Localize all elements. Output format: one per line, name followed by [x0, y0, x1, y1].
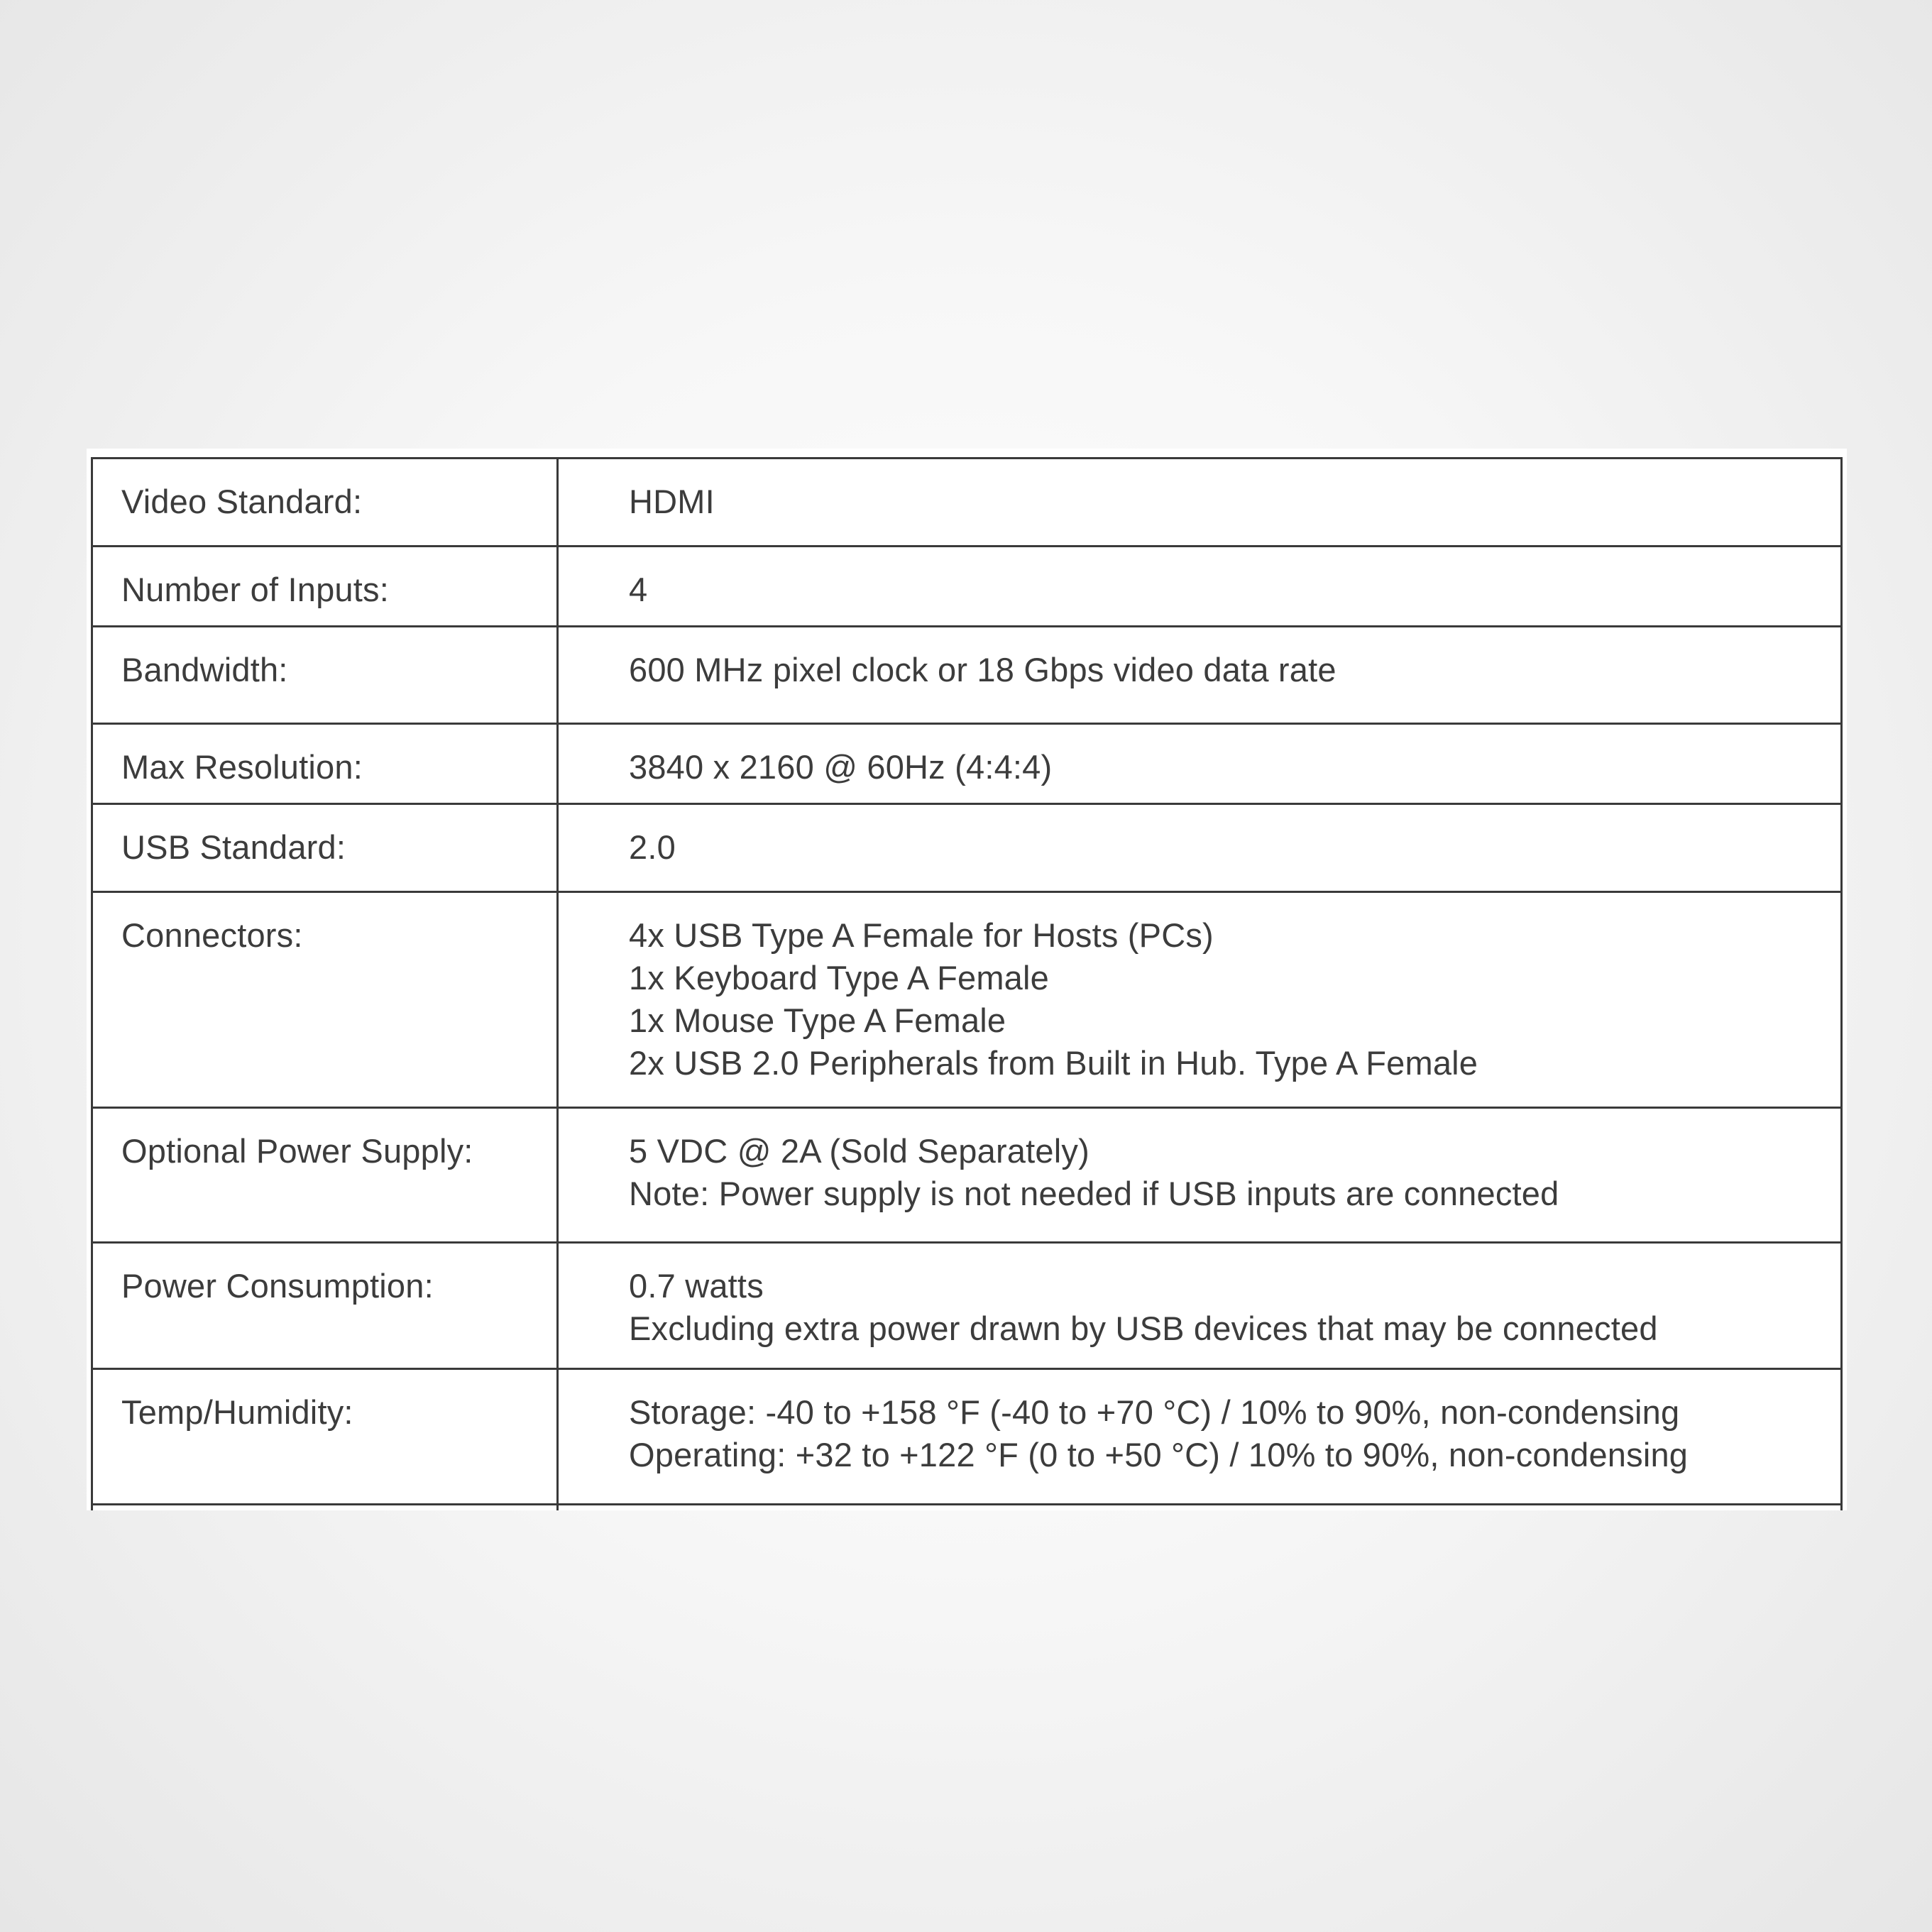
spec-value-line: 0.7 watts [629, 1267, 764, 1305]
spec-label: Bandwidth: [92, 627, 558, 724]
spec-value-line: 1x Mouse Type A Female [629, 1001, 1006, 1039]
spec-value-line: Excluding extra power drawn by USB devices that may be connected [629, 1310, 1658, 1347]
spec-row-number-of-inputs [92, 547, 1842, 627]
spec-label: Temp/Humidity: [92, 1369, 558, 1505]
spec-value [558, 1108, 1842, 1243]
spec-row-bandwidth [92, 627, 1842, 724]
spec-value [558, 1369, 1842, 1505]
spec-value-line: 4x USB Type A Female for Hosts (PCs) [629, 916, 1214, 954]
spec-value-line: Note: Power supply is not needed if USB inputs are connected [629, 1175, 1559, 1212]
spec-value [558, 1243, 1842, 1369]
spec-row-max-resolution [92, 724, 1842, 804]
spec-row-optional-power-supply [92, 1108, 1842, 1243]
spec-value-line: 4 [629, 571, 648, 608]
spec-row-connectors [92, 892, 1842, 1108]
spec-value-line: Storage: -40 to +158 °F (-40 to +70 °C) / 10% to 90%, non-condensing [629, 1393, 1680, 1431]
spec-table [91, 457, 1843, 1510]
spec-label: Video Standard: [92, 459, 558, 547]
spec-row-usb-standard [92, 804, 1842, 892]
spec-value-empty [558, 1505, 1842, 1511]
spec-value [558, 892, 1842, 1108]
spec-label-empty [92, 1505, 558, 1511]
spec-label: USB Standard: [92, 804, 558, 892]
spec-value-line: 3840 x 2160 @ 60Hz (4:4:4) [629, 748, 1053, 786]
spec-value [558, 804, 1842, 892]
spec-label: Max Resolution: [92, 724, 558, 804]
spec-card [87, 449, 1847, 1510]
spec-value-line: 5 VDC @ 2A (Sold Separately) [629, 1132, 1090, 1170]
spec-label: Optional Power Supply: [92, 1108, 558, 1243]
spec-row-temp-humidity [92, 1369, 1842, 1505]
spec-row-power-consumption [92, 1243, 1842, 1369]
spec-row-cutoff [92, 1505, 1842, 1511]
spec-value [558, 627, 1842, 724]
spec-value-line: 1x Keyboard Type A Female [629, 959, 1049, 997]
spec-label: Connectors: [92, 892, 558, 1108]
spec-value-line: 2.0 [629, 828, 676, 866]
spec-row-video-standard [92, 459, 1842, 547]
spec-value-line: HDMI [629, 483, 715, 520]
spec-value-line: Operating: +32 to +122 °F (0 to +50 °C) / 10% to 90%, non-condensing [629, 1436, 1689, 1473]
spec-value-line: 600 MHz pixel clock or 18 Gbps video data rate [629, 651, 1337, 688]
spec-value [558, 724, 1842, 804]
spec-value [558, 459, 1842, 547]
spec-value [558, 547, 1842, 627]
spec-label: Power Consumption: [92, 1243, 558, 1369]
spec-label: Number of Inputs: [92, 547, 558, 627]
spec-value-line: 2x USB 2.0 Peripherals from Built in Hub. Type A Female [629, 1044, 1478, 1082]
